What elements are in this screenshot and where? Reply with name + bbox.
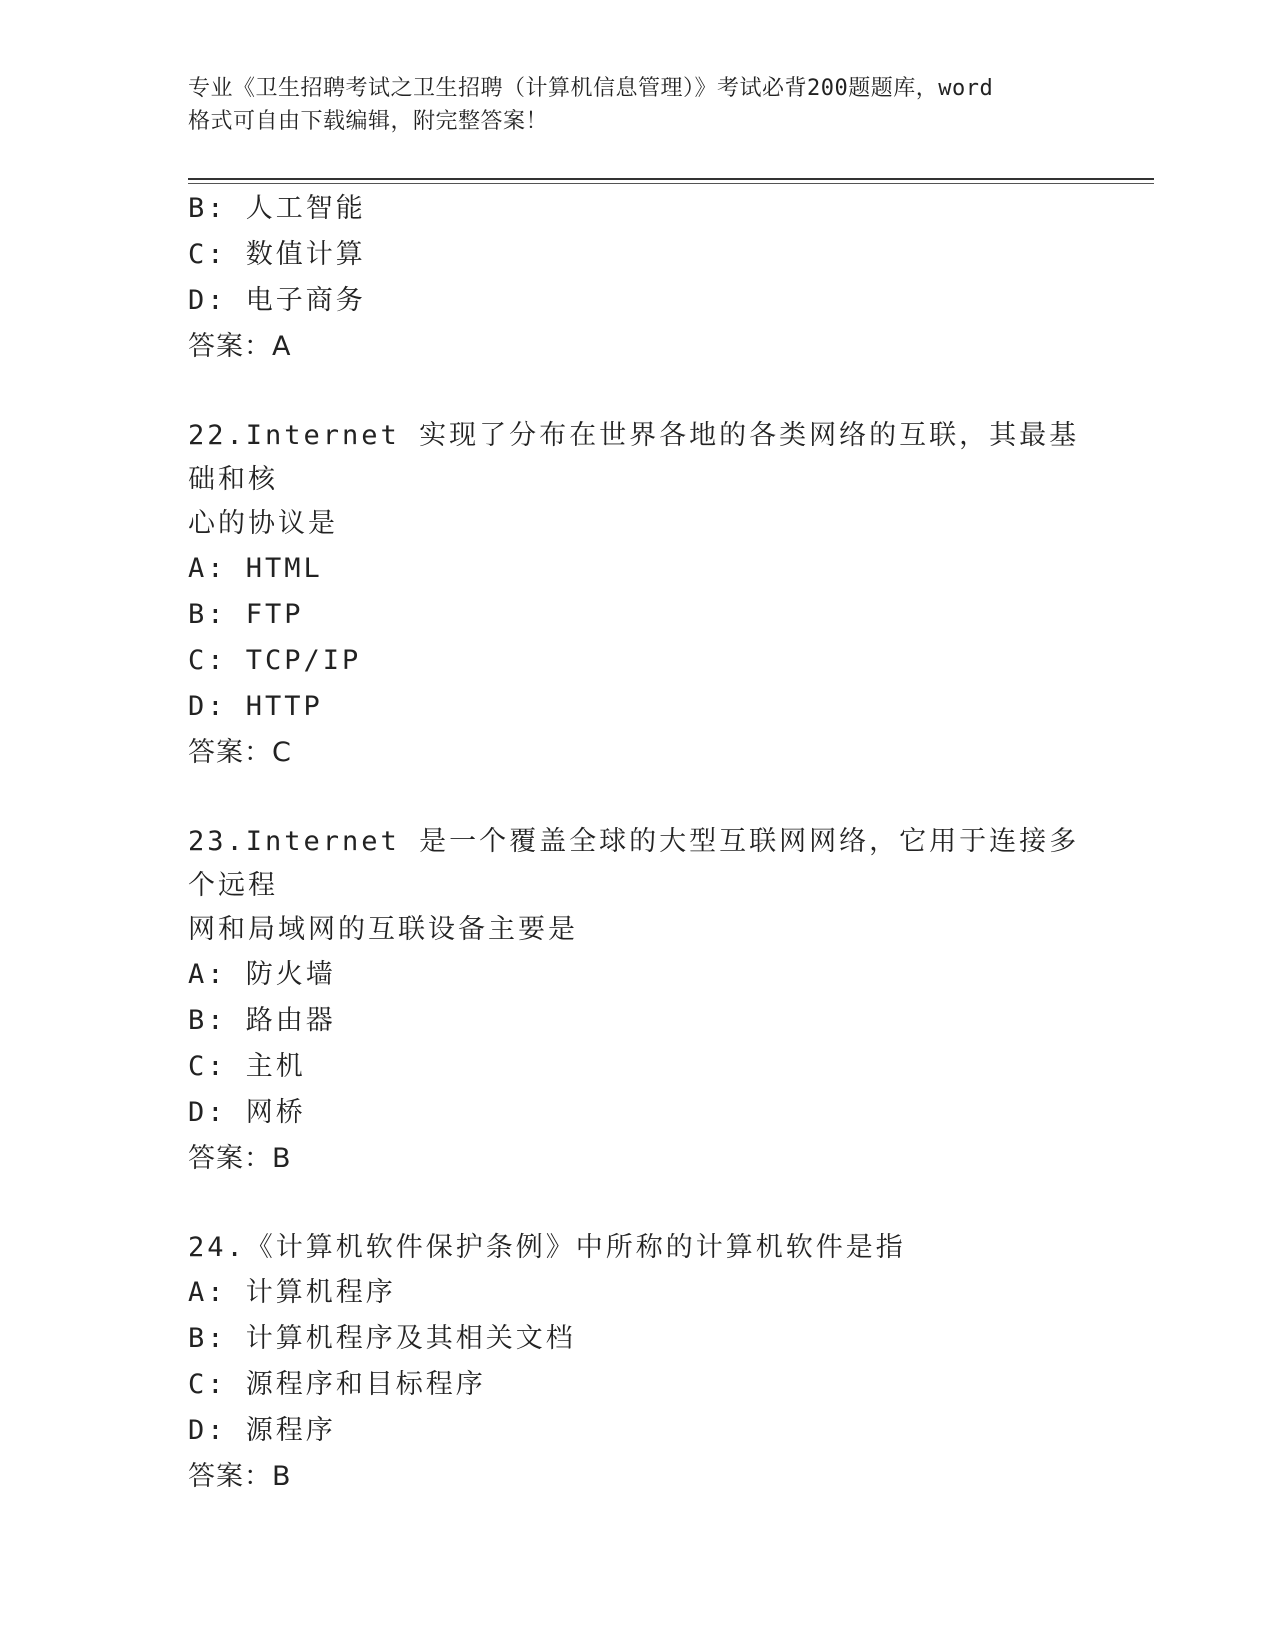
option-a: A: 计算机程序 <box>188 1277 396 1308</box>
answer-line: 答案：C <box>188 737 292 768</box>
option-d: D: HTTP <box>188 691 323 722</box>
question-stem <box>188 1226 1088 1270</box>
header-divider-thin <box>188 183 1154 184</box>
question-block-22 <box>188 414 1108 776</box>
option-c: C: TCP/IP <box>188 645 362 676</box>
header-title-line-1: 专业《卫生招聘考试之卫生招聘（计算机信息管理）》考试必背200题题库，word <box>188 76 994 101</box>
question-stem-line-1: 24.《计算机软件保护条例》中所称的计算机软件是指 <box>188 1232 906 1263</box>
option-c: C: 主机 <box>188 1051 306 1082</box>
option-c: C: 数值计算 <box>188 239 366 270</box>
document-header <box>188 72 1088 138</box>
option-b: B: 人工智能 <box>188 193 366 224</box>
option-d: D: 源程序 <box>188 1415 336 1446</box>
question-block-continued <box>188 186 1108 370</box>
question-block-23 <box>188 820 1108 1182</box>
answer-line: 答案：B <box>188 1143 292 1174</box>
answer-line: 答案：B <box>188 1461 292 1492</box>
option-d: D: 电子商务 <box>188 285 366 316</box>
document-body <box>188 186 1108 1500</box>
question-stem-line-2: 网和局域网的互联设备主要是 <box>188 914 578 945</box>
question-stem <box>188 820 1088 952</box>
header-title-line-2: 格式可自由下载编辑，附完整答案！ <box>188 109 549 134</box>
option-b: B: FTP <box>188 599 304 630</box>
option-c: C: 源程序和目标程序 <box>188 1369 486 1400</box>
question-stem <box>188 414 1088 546</box>
question-stem-line-2: 心的协议是 <box>188 508 338 539</box>
answer-line: 答案：A <box>188 331 292 362</box>
option-a: A: HTML <box>188 553 323 584</box>
option-a: A: 防火墙 <box>188 959 336 990</box>
question-stem-line-1: 23.Internet 是一个覆盖全球的大型互联网网络，它用于连接多个远程 <box>188 826 1080 901</box>
question-stem-line-1: 22.Internet 实现了分布在世界各地的各类网络的互联，其最基础和核 <box>188 420 1080 495</box>
option-b: B: 路由器 <box>188 1005 336 1036</box>
option-b: B: 计算机程序及其相关文档 <box>188 1323 576 1354</box>
option-d: D: 网桥 <box>188 1097 306 1128</box>
question-block-24 <box>188 1226 1108 1500</box>
header-divider <box>188 178 1154 180</box>
